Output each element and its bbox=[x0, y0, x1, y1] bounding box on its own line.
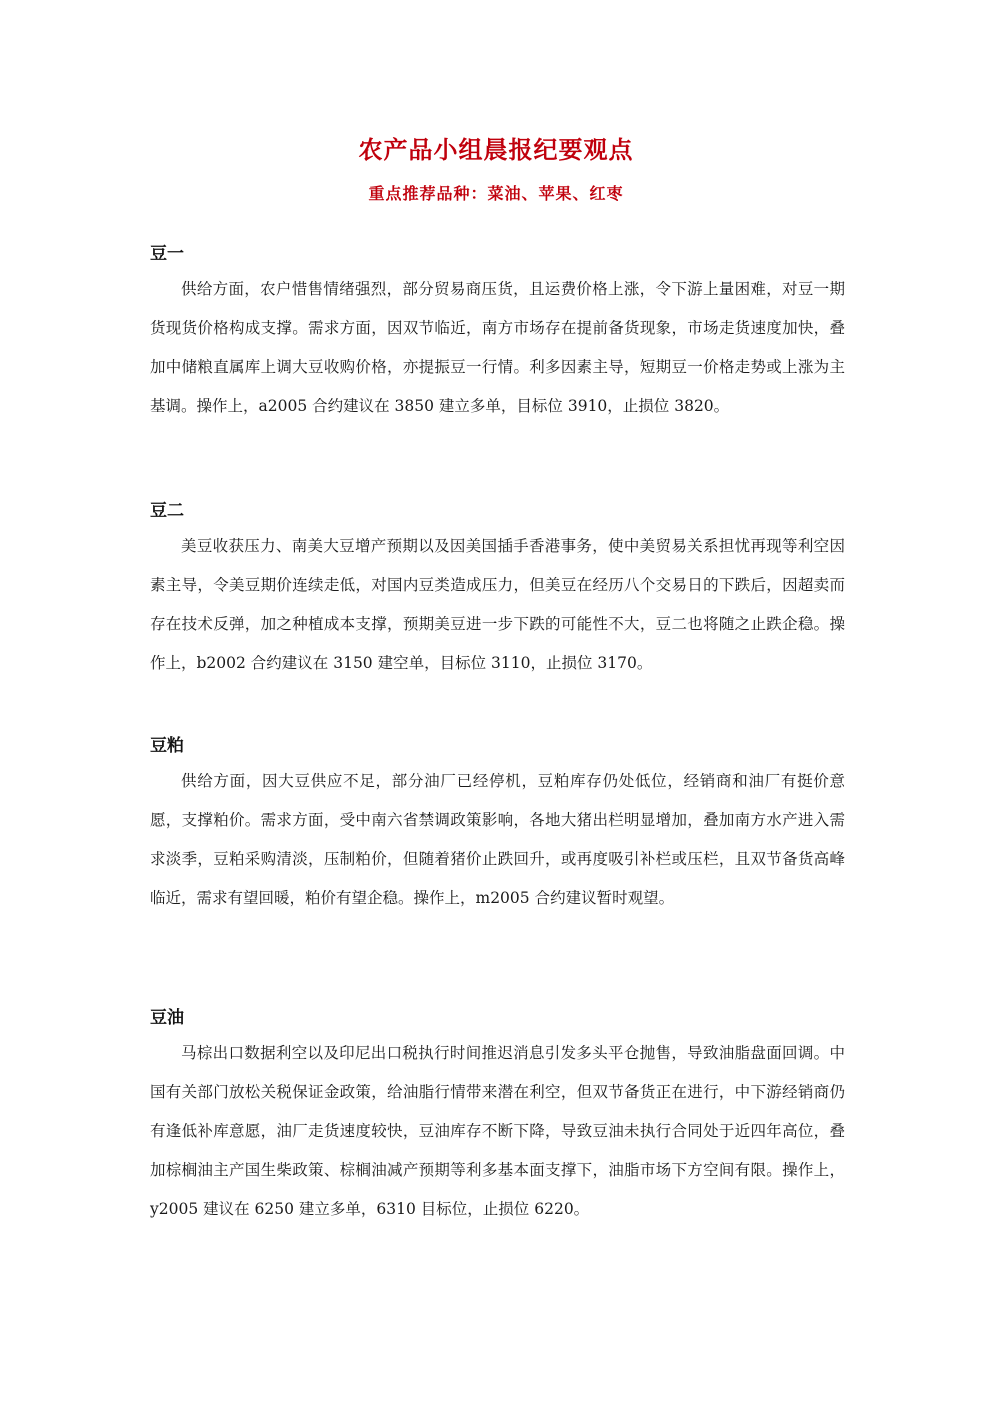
section-soybean-1 bbox=[150, 238, 845, 426]
section-paragraph: 马棕出口数据利空以及印尼出口税执行时间推迟消息引发多头平仓抛售，导致油脂盘面回调。中国有关部门放松关税保证金政策，给油脂行情带来潜在利空，但双节备货正在进行，中下游经销商仍有逢低补库意愿，油厂走货速度较快，豆油库存不断下降，导致豆油未执行合同处于近四年高位，叠加棕榈油主产国生柴政策、棕榈油减产预期等利多基本面支撑下，油脂市场下方空间有限。操作上，y2005 建议在 6250 建立多单，6310 目标位，止损位 6220。 bbox=[150, 1044, 845, 1218]
section-soybean-oil bbox=[150, 1002, 845, 1229]
section-paragraph: 供给方面，农户惜售情绪强烈，部分贸易商压货，且运费价格上涨，令下游上量困难，对豆一期货现货价格构成支撑。需求方面，因双节临近，南方市场存在提前备货现象，市场走货速度加快，叠加中储粮直属库上调大豆收购价格，亦提振豆一行情。利多因素主导，短期豆一价格走势或上涨为主基调。操作上，a2005 合约建议在 3850 建立多单，目标位 3910，止损位 3820。 bbox=[150, 280, 845, 415]
section-soybean-2 bbox=[150, 495, 845, 683]
section-heading: 豆二 bbox=[150, 501, 184, 521]
section-heading: 豆油 bbox=[150, 1008, 184, 1028]
section-soybean-meal bbox=[150, 730, 845, 918]
section-heading: 豆一 bbox=[150, 244, 184, 264]
section-heading: 豆粕 bbox=[150, 736, 184, 756]
document-title: 农产品小组晨报纪要观点 bbox=[358, 136, 634, 164]
document-subtitle: 重点推荐品种：菜油、苹果、红枣 bbox=[368, 184, 624, 203]
section-paragraph: 供给方面，因大豆供应不足，部分油厂已经停机，豆粕库存仍处低位，经销商和油厂有挺价意愿，支撑粕价。需求方面，受中南六省禁调政策影响，各地大猪出栏明显增加，叠加南方水产进入需求淡季，豆粕采购清淡，压制粕价，但随着猪价止跌回升，或再度吸引补栏或压栏，且双节备货高峰临近，需求有望回暖，粕价有望企稳。操作上，m2005 合约建议暂时观望。 bbox=[150, 772, 845, 907]
section-paragraph: 美豆收获压力、南美大豆增产预期以及因美国插手香港事务，使中美贸易关系担忧再现等利空因素主导，令美豆期价连续走低，对国内豆类造成压力，但美豆在经历八个交易日的下跌后，因超卖而存在技术反弹，加之种植成本支撑，预期美豆进一步下跌的可能性不大，豆二也将随之止跌企稳。操作上，b2002 合约建议在 3150 建空单，目标位 3110，止损位 3170。 bbox=[150, 537, 845, 672]
